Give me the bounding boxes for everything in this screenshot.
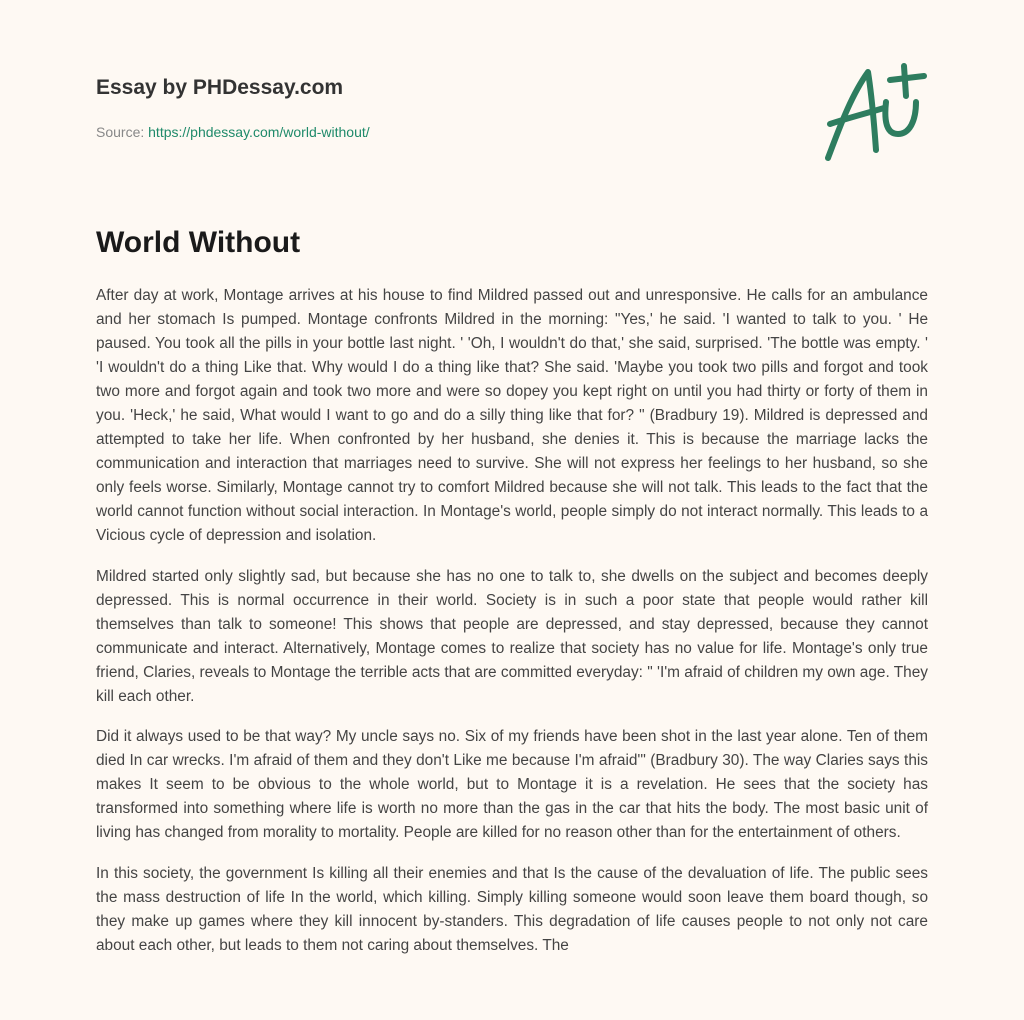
paragraph: In this society, the government Is killing all their enemies and that Is the cause of the devaluation of life. The public sees the mass destruction of life In the world, which killing. Simply killing someone would soon leave them board though, so they make up games where they kill innocent by-standers. This degradation of life causes people to not only not care about each other, but leads to them not caring about themselves. The <box>96 864 928 954</box>
article-body <box>96 284 928 974</box>
source-line <box>96 124 370 140</box>
source-label: Source: <box>96 124 145 140</box>
paragraph: Mildred started only slightly sad, but because she has no one to talk to, she dwells on the subject and becomes deeply depressed. This is normal occurrence in their world. Society is in such a poor state that people would rather kill themselves than talk to someone! This shows that people are depressed, and stay depressed, because they cannot communicate and interact. Alternatively, Montage comes to realize that society has no value for life. Montage's only true friend, Claries, reveals to Montage the terrible acts that are committed everyday: " 'I'm afraid of children my own age. They kill each other. <box>96 567 928 705</box>
paragraph: After day at work, Montage arrives at his house to find Mildred passed out and unresponsive. He calls for an ambulance and her stomach Is pumped. Montage confronts Mildred in the morning: "Yes,' he said. 'I wanted to talk to you. ' He paused. You took all the pills in your bottle last night. ' 'Oh, I wouldn't do that,' she said, surprised. 'The bottle was empty. ' 'I wouldn't do a thing Like that. Why would I do a thing like that? She said. 'Maybe you took two pills and forgot and took two more and forgot again and took two more and were so dopey you kept right on until you had thirty or forty of them in you. 'Heck,' he said, What would I want to go and do a silly thing like that for? " (Bradbury 19). Mildred is depressed and attempted to take her life. When confronted by her husband, she denies it. This is because the marriage lacks the communication and interaction that marriages need to survive. She will not express her feelings to her husband, so she only feels worse. Similarly, Montage cannot try to comfort Mildred because she will not talk. This leads to the fact that the world cannot function without social interaction. In Montage's world, people simply do not interact normally. This leads to a Vicious cycle of depression and isolation. <box>96 287 928 544</box>
site-brand: Essay by PHDessay.com <box>96 76 344 99</box>
source-link[interactable]: https://phdessay.com/world-without/ <box>148 124 370 140</box>
paragraph: Did it always used to be that way? My uncle says no. Six of my friends have been shot in the last year alone. Ten of them died In car wrecks. I'm afraid of them and they don't Like me because I'm afraid'" (Bradbury 30). The way Claries says this makes It seem to be obvious to the whole world, but to Montage it is a revelation. He sees that the society has transformed into something where life is worth no more than the gas in the car that hits the body. The most basic unit of living has changed from morality to mortality. People are killed for no reason other than for the entertainment of others. <box>96 728 928 841</box>
article-title: World Without <box>96 226 301 259</box>
a-plus-logo-icon <box>820 62 930 166</box>
